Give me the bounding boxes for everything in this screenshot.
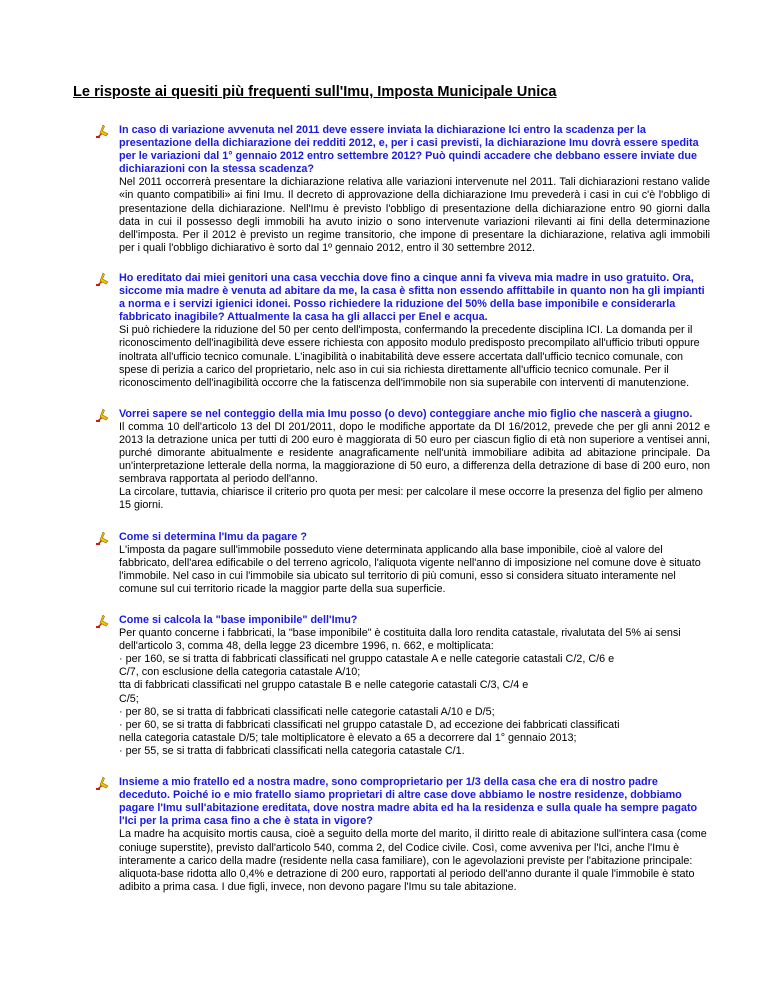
pin-bullet-icon — [96, 532, 110, 545]
faq-answer: Per quanto concerne i fabbricati, la "base imponibile" è costituita dalla loro rendita catastale, rivalutata del 5% ai sensi dell'articolo 3, comma 48, della legge 23 dicembre 1996, n. 662, e moltiplicata: — [119, 627, 681, 653]
faq-answer-line: tta di fabbricati classificati nel gruppo catastale B e nelle categorie catastali C/3, C/4 e — [119, 679, 529, 692]
faq-answer-line: · per 55, se si tratta di fabbricati classificati nella categoria catastale C/1. — [119, 744, 465, 757]
faq-item — [96, 408, 710, 513]
faq-answer-line: · per 60, se si tratta di fabbricati classificati nel gruppo catastale D, ad eccezione dei fabbricati classificati — [119, 718, 620, 731]
faq-question: Insieme a mio fratello ed a nostra madre, sono comproprietario per 1/3 della casa che era di nostro padre deceduto. Poiché io e mio fratello siamo proprietari di altre case dove abbiamo le nostre residenze, dobbiamo pagare l'Imu sull'abitazione ereditata, dove nostra madre abita ed ha la residenza e sulla quale ha sempre pagato l'Ici per la prima casa fino a che è stata in vigore? — [119, 776, 698, 828]
faq-question: In caso di variazione avvenuta nel 2011 deve essere inviata la dichiarazione Ici entro la scadenza per la presentazione della dichiarazione dei redditi 2012, e, per i casi previsti, la dichiarazione Imu dovrà essere spedita per le variazioni dal 1° gennaio 2012 entro settembre 2012? Può quindi accadere che debbano essere inviate due dichiarazioni con la stessa scadenza? — [119, 124, 699, 176]
faq-answer-line: nella categoria catastale D/5; tale moltiplicatore è elevato a 65 a decorrere dal 1° gennaio 2013; — [119, 731, 577, 744]
faq-answer: Il comma 10 dell'articolo 13 del Dl 201/2011, dopo le modifiche apportate da Dl 16/2012, prevede che per gli anni 2012 e 2013 la detrazione unica per tutti di 200 euro è maggiorata di 50 euro per ciascun figlio di età non superiore a ventisei anni, purché dimorante abitualmente e residente anagraficamente nell'unità immobiliare adibita ad abitazione principale. Da un'interpretazione letterale della norma, la maggiorazione di 50 euro, a differenza della detrazione di base di 200 euro, non sembrava rapportata al periodo dell'anno. — [119, 420, 710, 486]
faq-question: Ho ereditato dai miei genitori una casa vecchia dove fino a cinque anni fa viveva mia madre in uso gratuito. Ora, siccome mia madre è venuta ad abitare da me, la casa è sfitta non essendo affittabile in quanto non ha gli impianti a norma e i servizi igienici idonei. Posso richiedere la riduzione del 50% della base imponibile e considerarla fabbricato inagibile? Attualmente la casa ha gli allacci per Enel e acqua. — [119, 271, 705, 324]
faq-question: Come si determina l'Imu da pagare ? — [119, 530, 307, 543]
faq-answer: Nel 2011 occorrerà presentare la dichiarazione relativa alle variazioni intervenute nel 2011. Tali dichiarazioni restano valide «in quanto compatibili» ai fini Imu. Il decreto di approvazione della dichiarazione Imu prevederà i casi in cui c'è l'obbligo di presentazione della dichiarazione. Nell'Imu è previsto l'obbligo di presentazione della dichiarazione entro 90 giorni dalla data in cui il possesso degli immobili ha avuto inizio o sono intervenute variazioni rilevanti ai fini della determinazione dell'imposta. Per il 2012 è previsto un regime transitorio, che impone di presentare la dichiarazione, relativa agli immobili per i quali l'obbligo dichiarativo è sorto dal 1º gennaio 2012, entro il 30 settembre 2012. — [119, 176, 710, 254]
faq-question: Come si calcola la "base imponibile" dell'Imu? — [119, 614, 358, 626]
faq-item — [96, 272, 710, 390]
faq-list — [96, 124, 710, 894]
faq-answer: L'imposta da pagare sull'immobile posseduto viene determinata applicando alla base imponibile, cioè al valore del fabbricato, dell'area edificabile o del terreno agricolo, l'aliquota vigente nell'anno di imposizione nel comune dove è situato l'immobile. Nel caso in cui l'immobile sia ubicato sul territorio di più comuni, esso si considera situato interamente nel comune sul cui territorio ricade la maggior parte della sua superficie. — [119, 543, 701, 595]
faq-item — [96, 776, 710, 894]
faq-answer-line: · per 80, se si tratta di fabbricati classificati nelle categorie catastali A/10 e D/5; — [119, 705, 495, 718]
pin-bullet-icon — [96, 409, 110, 422]
pin-bullet-icon — [96, 125, 110, 138]
pin-bullet-icon — [96, 777, 110, 790]
faq-answer: Si può richiedere la riduzione del 50 per cento dell'imposta, confermando la precedente disciplina ICI. La domanda per il riconoscimento dell'inagibilità deve essere richiesta con apposito modulo predisposto precompilato all'ufficio tributi oppure inoltrata all'ufficio tecnico comunale. L'inagibilità o inabitabilità deve essere accertata dall'ufficio tecnico comunale, con spese di perizia a carico del proprietario, nelc aso in cui sia richiesta direttamente all'ufficio tecnico comunale. Per il riconoscimento dell'inagibilità occorre che la fatiscenza dell'immobile non sia superabile con interventi di manutenzione. — [119, 324, 700, 389]
page-title: Le risposte ai quesiti più frequenti sull'Imu, Imposta Municipale Unica — [73, 84, 557, 100]
faq-answer-line: C/7, con esclusione della categoria catastale A/10; — [119, 666, 361, 679]
pin-bullet-icon — [96, 273, 110, 286]
faq-question: Vorrei sapere se nel conteggio della mia Imu posso (o devo) conteggiare anche mio figlio che nascerà a giugno. — [119, 407, 693, 420]
faq-answer-line: C/5; — [119, 692, 139, 705]
pin-bullet-icon — [96, 615, 110, 628]
faq-item — [96, 614, 710, 758]
faq-answer: La madre ha acquisito mortis causa, cioè a seguito della morte del marito, il diritto reale di abitazione sull'intera casa (come coniuge superstite), previsto dall'articolo 540, comma 2, del Codice civile. Così, come avveniva per l'Ici, anche l'Imu è interamente a carico della madre (residente nella casa familiare), con le agevolazioni previste per l'abitazione principale: aliquota-base ridotta allo 0,4% e detrazione di 200 euro, rapportati al periodo dell'anno durante il quale l'immobile è stato adibito a prima casa. I due figli, invece, non devono pagare l'Imu su tale abitazione. — [119, 828, 707, 893]
faq-answer-line: · per 160, se si tratta di fabbricati classificati nel gruppo catastale A e nelle categorie catastali C/2, C/6 e — [119, 653, 615, 666]
faq-answer-note: La circolare, tuttavia, chiarisce il criterio pro quota per mesi: per calcolare il mese occorre la presenza del figlio per almeno 15 giorni. — [119, 486, 703, 512]
faq-item — [96, 124, 710, 255]
faq-item — [96, 531, 710, 596]
